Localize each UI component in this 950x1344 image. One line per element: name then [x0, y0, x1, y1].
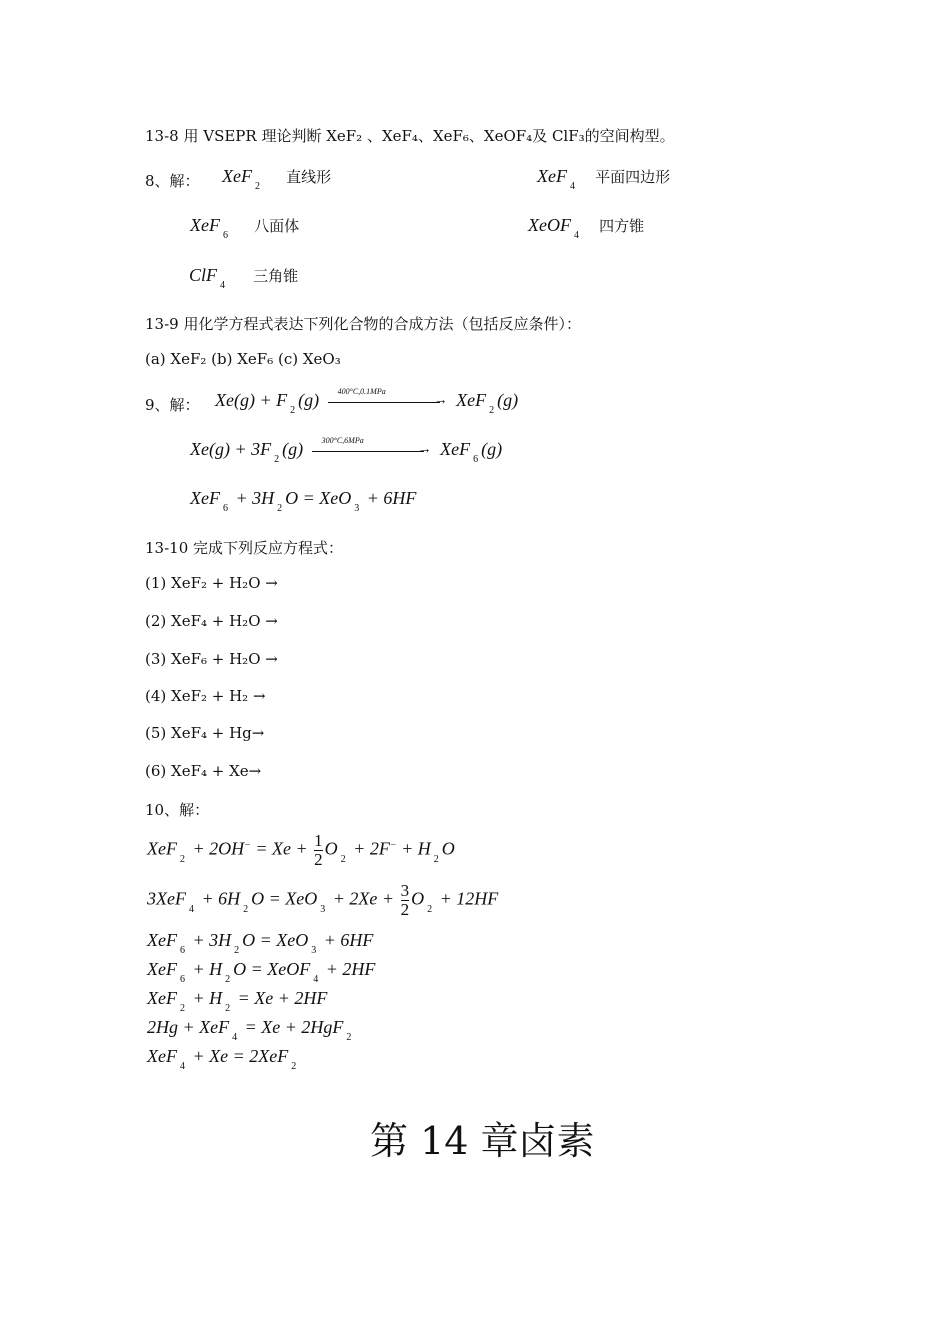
- question-13-10-item: (1) XeF₂ + H₂O →: [145, 574, 278, 592]
- equation-3: $XeF_6 + 3H_2O = XeO_3 + 6HF$: [147, 930, 374, 956]
- question-13-10: 13-10 完成下列反应方程式：: [145, 539, 344, 557]
- equation-4: $XeF_6 + H_2O$ = XeOF$_4$ + 2HF: [147, 959, 376, 985]
- equation-5: $XeF_2 + H_2 = Xe + 2HF$: [147, 988, 328, 1014]
- answer-10-label: 10、解：: [145, 801, 210, 819]
- reaction-arrow: 400°C,0.1MPa →: [328, 393, 448, 411]
- question-13-9-options: (a) XeF₂ (b) XeF₆ (c) XeO₃: [145, 350, 341, 368]
- shape-item-xef4: XeF$_4$ 平面四边形: [537, 166, 671, 192]
- equation-1: XeF$_2$ + 2OH− = Xe + $\frac{1}{2}$ $O_2 + 2F^- + H_2O$: [147, 831, 455, 869]
- question-13-10-item: (4) XeF₂ + H₂ →: [145, 687, 266, 705]
- question-13-10-item: (3) XeF₆ + H₂O →: [145, 650, 278, 668]
- question-13-10-item: (2) XeF₄ + H₂O →: [145, 612, 278, 630]
- question-13-10-item: (6) XeF₄ + Xe→: [145, 762, 262, 780]
- answer-9-label: 9、解：: [145, 396, 200, 414]
- equation-xeo3-synthesis: $XeF_6 + 3H_2O = XeO_3 + 6HF$: [190, 488, 417, 514]
- shape-item-xeof4: XeOF$_4$ 四方锥: [528, 215, 645, 241]
- question-13-10-item: (5) XeF₄ + Hg→: [145, 724, 265, 742]
- question-13-8: 13-8 用 VSEPR 理论判断 XeF₂ 、XeF₄、XeF₆、XeOF₄及 ClF₃的空间构型。: [145, 127, 675, 145]
- equation-2: $3XeF_4 + 6H_2O = XeO_3 + 2Xe$ + $\frac{3}{2}$ $O_2 + 12HF$: [147, 881, 499, 919]
- chapter-title: 第 14 章卤素: [370, 1119, 595, 1163]
- question-13-9: 13-9 用化学方程式表达下列化合物的合成方法（包括反应条件）：: [145, 315, 581, 333]
- answer-8-label: 8、解：: [145, 172, 200, 190]
- reaction-arrow: 300°C,6MPa →: [312, 442, 432, 460]
- shape-item-clf: ClF$_4$ 三角锥: [189, 265, 299, 291]
- equation-7: XeF$_4$ + Xe = 2XeF$_2$: [147, 1046, 297, 1072]
- equation-xef6-synthesis: $Xe(g) + 3F_2(g)$ 300°C,6MPa → XeF$_6$(g): [190, 435, 503, 465]
- equation-6: 2Hg + XeF$_4$ = Xe + 2HgF$_2$: [147, 1017, 352, 1043]
- equation-xef2-synthesis: $Xe(g) + F_2(g)$ 400°C,0.1MPa → XeF$_2$(g): [215, 386, 519, 416]
- shape-item-xef6: XeF$_6$ 八面体: [190, 215, 300, 241]
- shape-item-xef2: XeF$_2$ 直线形: [222, 166, 332, 192]
